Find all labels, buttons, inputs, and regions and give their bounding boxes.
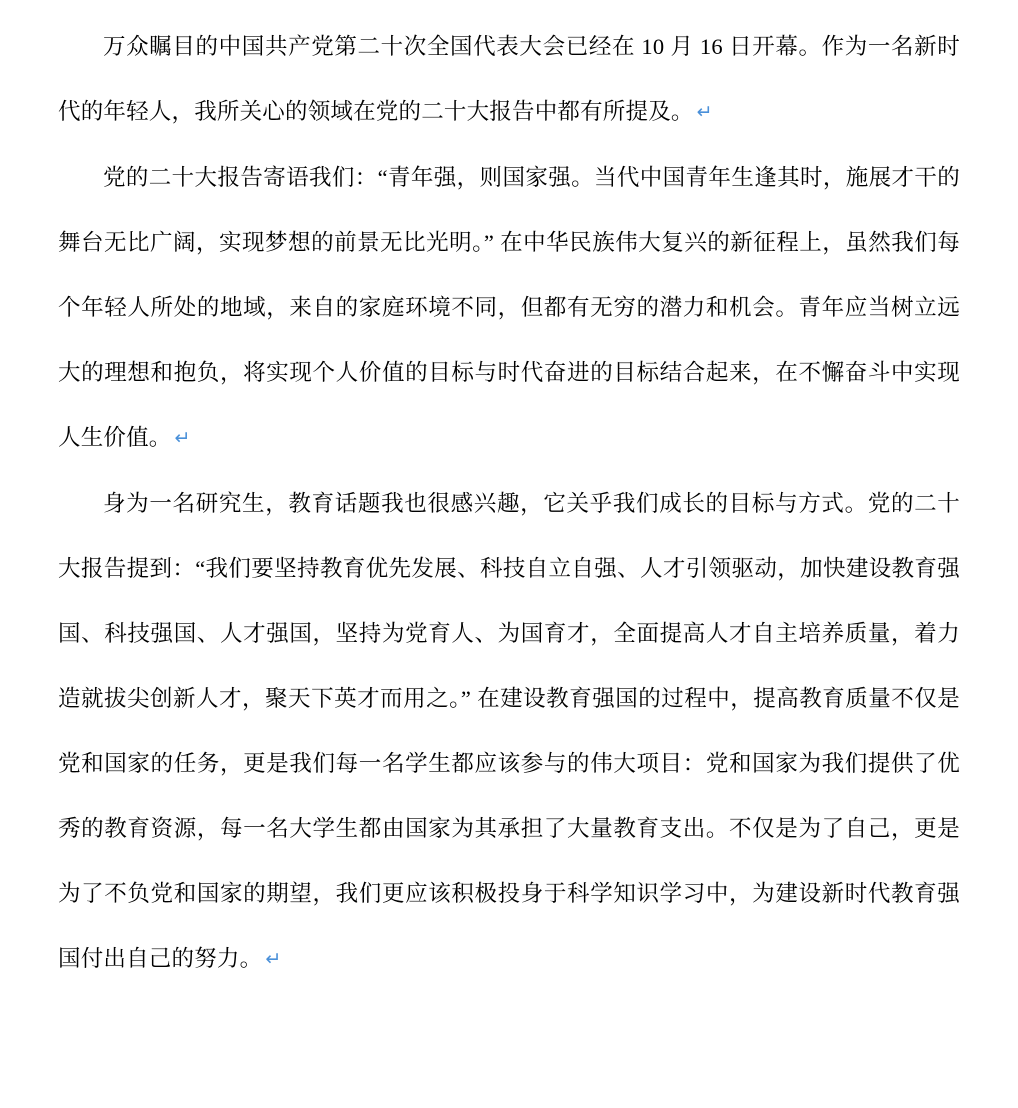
paragraph-mark-icon: ↵ (265, 948, 282, 970)
paragraph-text: 党的二十大报告寄语我们：“青年强，则国家强。当代中国青年生逢其时，施展才干的舞台无比广阔，实现梦想的前景无比光明。” 在中华民族伟大复兴的新征程上，虽然我们每个年轻人所处的地域，来自的家庭环境不同，但都有无穷的潜力和机会。青年应当树立远大的理想和抱负，将实现个人价值的目标与时代奋进的目标结合起来，在不懈奋斗中实现人生价值。 (58, 165, 960, 450)
paragraph-mark-icon: ↵ (174, 427, 191, 449)
paragraph-1 (58, 14, 960, 145)
paragraph-text: 万众瞩目的中国共产党第二十次全国代表大会已经在 10 月 16 日开幕。作为一名新时代的年轻人，我所关心的领域在党的二十大报告中都有所提及。 (58, 34, 960, 124)
paragraph-3 (58, 471, 960, 992)
paragraph-mark-icon: ↵ (696, 101, 713, 123)
paragraph-2 (58, 145, 960, 471)
paragraph-text: 身为一名研究生，教育话题我也很感兴趣，它关乎我们成长的目标与方式。党的二十大报告提到：“我们要坚持教育优先发展、科技自立自强、人才引领驱动，加快建设教育强国、科技强国、人才强国，坚持为党育人、为国育才，全面提高人才自主培养质量，着力造就拔尖创新人才，聚天下英才而用之。” 在建设教育强国的过程中，提高教育质量不仅是党和国家的任务，更是我们每一名学生都应该参与的伟大项目：党和国家为我们提供了优秀的教育资源，每一名大学生都由国家为其承担了大量教育支出。不仅是为了自己，更是为了不负党和国家的期望，我们更应该积极投身于科学知识学习中，为建设新时代教育强国付出自己的努力。 (58, 491, 960, 971)
